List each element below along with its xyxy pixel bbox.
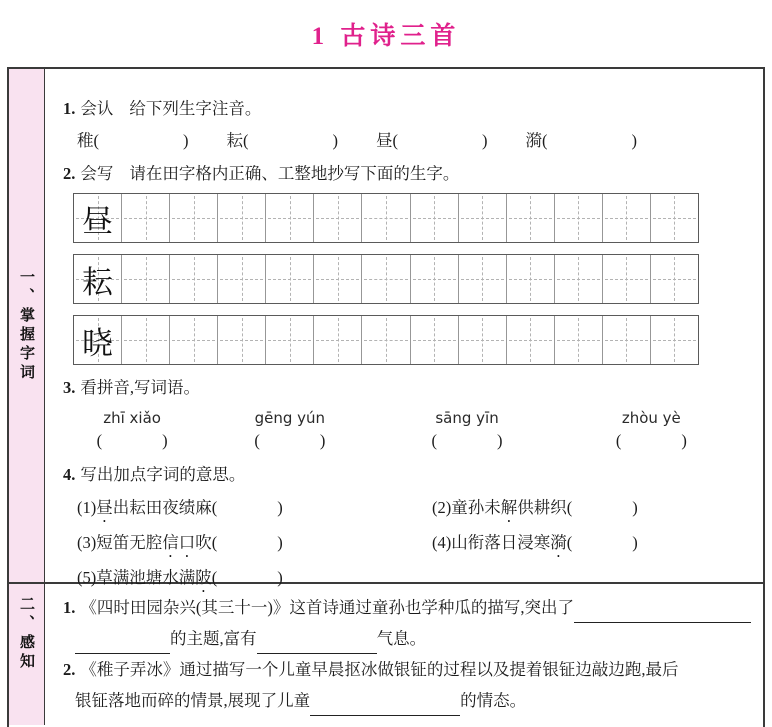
tianzige-cell (459, 316, 507, 364)
comprehension-q2-line2 (63, 685, 751, 716)
tianzige-cell (555, 255, 603, 303)
question-number: 2. (63, 164, 76, 183)
question-number: 3. (63, 378, 76, 397)
pinyin-text: zhī xiǎo (103, 409, 161, 427)
item-number: (4) (432, 533, 452, 552)
sentence-post: 吹 (195, 533, 212, 552)
q2-text-part1: 《稚子弄冰》通过描写一个儿童早晨抠冰做银钲的过程以及提着银钲边敲边跑,最后 (80, 660, 679, 679)
word-blank (97, 429, 168, 453)
open-paren: ( (392, 131, 398, 150)
tianzige-cell (170, 194, 218, 242)
tianzige-cell (314, 194, 362, 242)
meaning-item-2 (432, 494, 747, 526)
tianzige-cell (507, 316, 555, 364)
fill-in-blank (75, 637, 170, 654)
section-2-row (9, 584, 763, 725)
close-paren: ) (319, 431, 326, 450)
dotted-word: 陂 (195, 568, 212, 587)
close-paren: ) (277, 568, 283, 587)
word-blank (567, 494, 638, 521)
pinyin-item (556, 407, 747, 453)
pronunciation-blanks-row (63, 128, 747, 154)
open-paren: ( (93, 131, 99, 150)
close-paren: ) (277, 533, 283, 552)
meaning-item-1 (77, 494, 432, 526)
question-number: 1. (63, 598, 76, 617)
q1-text-part1: 《四时田园杂兴(其三十一)》这首诗通过童孙也学种瓜的描写,突出了 (80, 598, 574, 617)
question-1-tag: 会认 (80, 99, 114, 118)
tianzige-cell (651, 255, 698, 303)
tianzige-cell (459, 255, 507, 303)
pinyin-item (378, 407, 555, 453)
sentence-post: 出耘田夜绩麻 (112, 498, 212, 517)
tianzige-cell (651, 194, 698, 242)
open-paren: ( (243, 131, 249, 150)
pinyin-item (201, 407, 378, 453)
question-2-tag: 会写 (80, 164, 114, 183)
tianzige-cell (459, 194, 507, 242)
open-paren: ( (566, 533, 573, 552)
char-blank-item (376, 128, 488, 154)
dotted-word: 漪 (550, 533, 567, 552)
tianzige-row (73, 315, 699, 365)
tianzige-cell (507, 255, 555, 303)
q2-text-part3: 的情态。 (460, 691, 527, 710)
tianzige-cell (362, 255, 410, 303)
pinyin-row (63, 407, 747, 453)
pinyin-text: gēng yún (254, 409, 326, 427)
open-paren: ( (211, 498, 218, 517)
char-blank-item (77, 128, 189, 154)
section-2-sidebar-label: 二、感知 (18, 596, 34, 672)
sentence-pre: 草满池塘水满 (96, 568, 196, 587)
tianzige-practice-grid (73, 193, 747, 365)
question-number: 1. (63, 99, 76, 118)
worksheet-table (7, 67, 765, 727)
section-1-sidebar (9, 69, 45, 582)
tianzige-cell (603, 255, 651, 303)
close-paren: ) (632, 498, 638, 517)
open-paren: ( (211, 568, 218, 587)
word-blank (567, 529, 638, 556)
tianzige-cell (603, 316, 651, 364)
word-blank (212, 529, 283, 556)
char-blank-item (227, 128, 339, 154)
dotted-word: 昼 (96, 498, 113, 517)
item-number: (1) (77, 498, 97, 517)
open-paren: ( (615, 431, 622, 450)
word-blank (432, 429, 503, 453)
character: 漪 (525, 131, 542, 150)
tianzige-cell (603, 194, 651, 242)
tianzige-cell (74, 316, 122, 364)
word-meaning-items (63, 494, 747, 596)
page-title: 1 古诗三首 (311, 23, 461, 50)
open-paren: ( (542, 131, 548, 150)
item-number: (2) (432, 498, 452, 517)
dotted-word: 解 (500, 498, 518, 517)
character: 昼 (376, 131, 393, 150)
open-paren: ( (96, 431, 103, 450)
char-blank-item (526, 128, 638, 154)
sentence-pre: 山衔落日浸寒 (451, 533, 551, 552)
question-2-text: 请在田字格内正确、工整地抄写下面的生字。 (129, 164, 460, 183)
close-paren: ) (632, 533, 638, 552)
question-3-heading (63, 376, 747, 400)
word-blank (254, 429, 325, 453)
item-number: (3) (77, 533, 97, 552)
tianzige-cell (74, 194, 122, 242)
section-2-sidebar (9, 584, 45, 725)
tianzige-cell (314, 255, 362, 303)
tianzige-cell (266, 255, 314, 303)
close-paren: ) (332, 131, 338, 150)
section-1-content (45, 69, 763, 587)
sentence-pre: 童孙未 (451, 498, 501, 517)
open-paren: ( (254, 431, 260, 450)
q2-text-part2: 银钲落地而碎的情景,展现了儿童 (75, 691, 311, 710)
meaning-item-3 (77, 529, 432, 561)
tianzige-cell (74, 255, 122, 303)
character: 稚 (77, 131, 94, 150)
item-number: (5) (77, 568, 97, 587)
close-paren: ) (162, 431, 168, 450)
tianzige-cell (218, 316, 266, 364)
fill-in-blank (574, 606, 751, 623)
dotted-word: 信口 (162, 533, 196, 552)
close-paren: ) (681, 431, 687, 450)
tianzige-cell (122, 316, 170, 364)
question-1-heading (63, 97, 747, 121)
comprehension-q1-line1 (63, 592, 751, 623)
pinyin-text: zhòu yè (621, 409, 681, 427)
practice-character: 昼 (82, 203, 114, 239)
q1-text-part2: 的主题,富有 (170, 629, 257, 648)
question-4-text: 写出加点字词的意思。 (80, 465, 246, 484)
tianzige-cell (555, 194, 603, 242)
tianzige-cell (170, 255, 218, 303)
sentence-post: 供耕织 (517, 498, 567, 517)
sentence-pre: 短笛无腔 (96, 533, 163, 552)
practice-character: 晓 (82, 325, 114, 361)
close-paren: ) (631, 131, 637, 150)
question-number: 4. (63, 465, 76, 484)
tianzige-row (73, 193, 699, 243)
pinyin-text: sāng yīn (435, 409, 499, 427)
close-paren: ) (497, 431, 503, 450)
tianzige-cell (411, 316, 459, 364)
section-1-row (9, 69, 763, 587)
q1-text-part3: 气息。 (376, 629, 427, 648)
meaning-item-4 (432, 529, 747, 561)
close-paren: ) (277, 498, 283, 517)
character: 耘 (226, 131, 243, 150)
tianzige-cell (122, 194, 170, 242)
section-1-sidebar-label: 一、掌握字词 (18, 268, 34, 383)
tianzige-cell (507, 194, 555, 242)
close-paren: ) (482, 131, 488, 150)
practice-character: 耘 (82, 264, 114, 300)
question-2-heading (63, 162, 747, 186)
tianzige-cell (266, 316, 314, 364)
tianzige-row (73, 254, 699, 304)
close-paren: ) (183, 131, 189, 150)
open-paren: ( (431, 431, 438, 450)
tianzige-cell (170, 316, 218, 364)
tianzige-cell (218, 255, 266, 303)
pinyin-item (63, 407, 201, 453)
word-blank (212, 494, 283, 521)
tianzige-cell (555, 316, 603, 364)
question-4-heading (63, 463, 747, 487)
tianzige-cell (314, 316, 362, 364)
question-number: 2. (63, 660, 76, 679)
tianzige-cell (411, 255, 459, 303)
section-2-content (45, 584, 763, 725)
fill-in-blank (310, 699, 460, 716)
tianzige-cell (122, 255, 170, 303)
word-blank (616, 429, 687, 453)
comprehension-q2-line1 (63, 654, 751, 685)
tianzige-cell (651, 316, 698, 364)
question-3-text: 看拼音,写词语。 (80, 378, 200, 397)
tianzige-cell (362, 194, 410, 242)
tianzige-cell (411, 194, 459, 242)
comprehension-q1-line2 (63, 623, 751, 654)
open-paren: ( (211, 533, 218, 552)
tianzige-cell (218, 194, 266, 242)
fill-in-blank (257, 637, 377, 654)
tianzige-cell (362, 316, 410, 364)
tianzige-cell (266, 194, 314, 242)
question-1-text: 给下列生字注音。 (129, 99, 262, 118)
open-paren: ( (566, 498, 573, 517)
